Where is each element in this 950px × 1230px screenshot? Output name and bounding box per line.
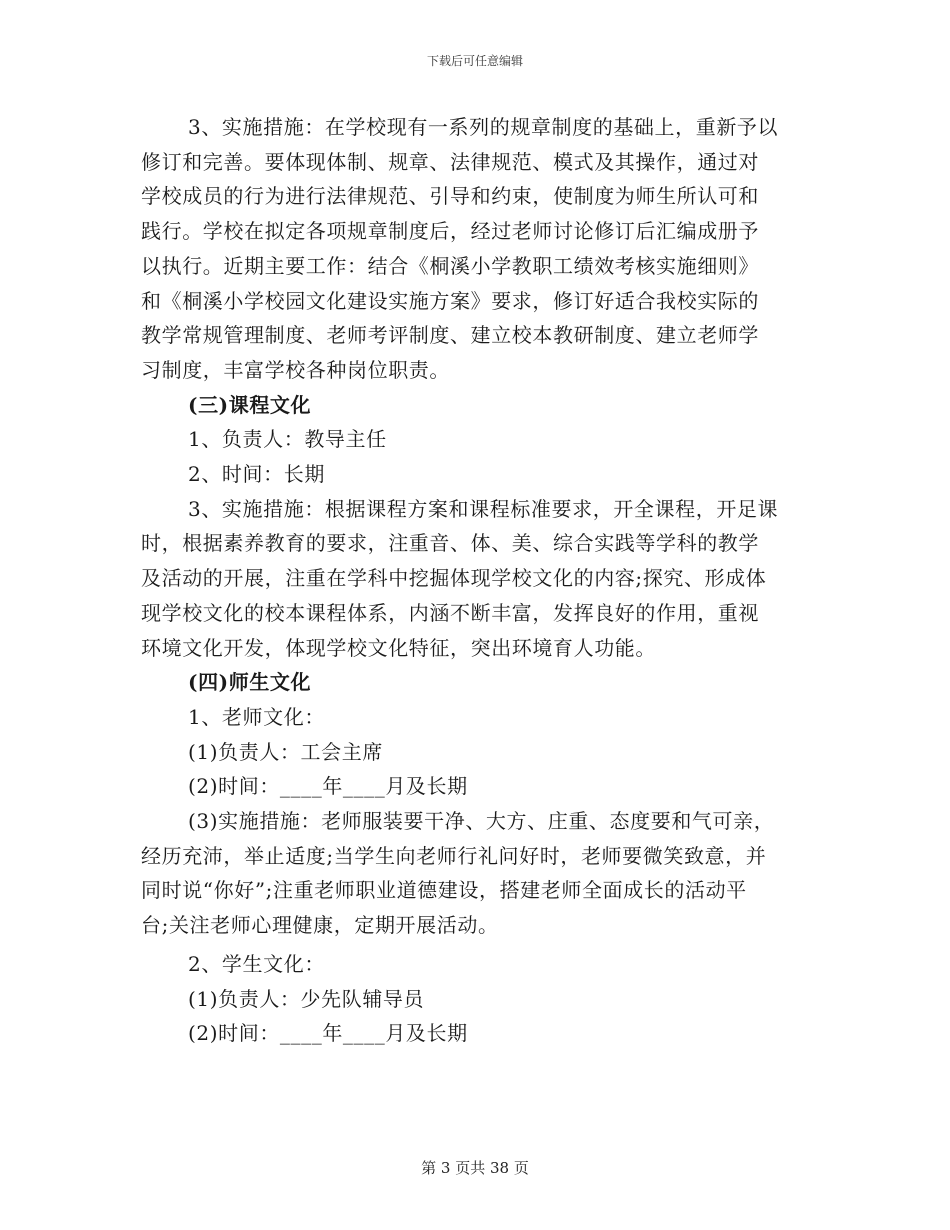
paragraph-line: 时，根据素养教育的要求，注重音、体、美、综合实践等学科的教学 — [141, 531, 759, 556]
paragraph-line: 修订和完善。要体现体制、规章、法律规范、模式及其操作，通过对 — [141, 149, 759, 174]
page-number: 第 3 页共 38 页 — [421, 1159, 529, 1177]
paragraph-line: 3、实施措施：根据课程方案和课程标准要求，开全课程，开足课 — [188, 496, 779, 521]
paragraph-line: 践行。学校在拟定各项规章制度后，经过老师讨论修订后汇编成册予 — [141, 219, 759, 244]
page-header: 下载后可任意编辑 — [426, 54, 523, 68]
section-heading: (三)课程文化 — [188, 392, 312, 417]
section-heading: (四)师生文化 — [188, 670, 312, 695]
paragraph-line: 现学校文化的校本课程体系，内涵不断丰富，发挥良好的作用，重视 — [141, 600, 759, 625]
paragraph-line: (2)时间：____年____月及长期 — [188, 774, 468, 799]
paragraph-line: 教学常规管理制度、老师考评制度、建立校本教研制度、建立老师学 — [141, 323, 759, 348]
paragraph-line: (1)负责人：少先队辅导员 — [188, 986, 425, 1011]
paragraph-line: 2、时间：长期 — [188, 462, 325, 487]
paragraph-line: 以执行。近期主要工作：结合《桐溪小学教职工绩效考核实施细则》 — [141, 253, 759, 278]
paragraph-line: (1)负责人：工会主席 — [188, 739, 383, 764]
paragraph-line: 3、实施措施：在学校现有一系列的规章制度的基础上，重新予以 — [188, 115, 779, 139]
paragraph-line: 2、学生文化： — [188, 951, 325, 976]
paragraph-line: (3)实施措施：老师服装要干净、大方、庄重、态度要和气可亲， — [188, 809, 775, 834]
paragraph-line: 1、负责人：教导主任 — [188, 427, 387, 452]
paragraph-line: 习制度，丰富学校各种岗位职责。 — [141, 357, 450, 382]
paragraph-line: 及活动的开展，注重在学科中挖掘体现学校文化的内容;探究、形成体 — [141, 566, 767, 591]
paragraph-line: 经历充沛，举止适度;当学生向老师行礼问好时，老师要微笑致意，并 — [141, 843, 767, 868]
paragraph-line: (2)时间：____年____月及长期 — [188, 1021, 468, 1046]
paragraph-line: 同时说“你好”;注重老师职业道德建设，搭建老师全面成长的活动平 — [141, 878, 747, 903]
paragraph-line: 1、老师文化： — [188, 704, 325, 729]
paragraph-line: 和《桐溪小学校园文化建设实施方案》要求，修订好适合我校实际的 — [141, 288, 759, 313]
document-body — [141, 110, 813, 1051]
paragraph-line: 台;关注老师心理健康，定期开展活动。 — [141, 913, 499, 938]
paragraph-line: 学校成员的行为进行法律规范、引导和约束，使制度为师生所认可和 — [141, 184, 759, 209]
paragraph-line: 环境文化开发，体现学校文化特征，突出环境育人功能。 — [141, 635, 656, 660]
